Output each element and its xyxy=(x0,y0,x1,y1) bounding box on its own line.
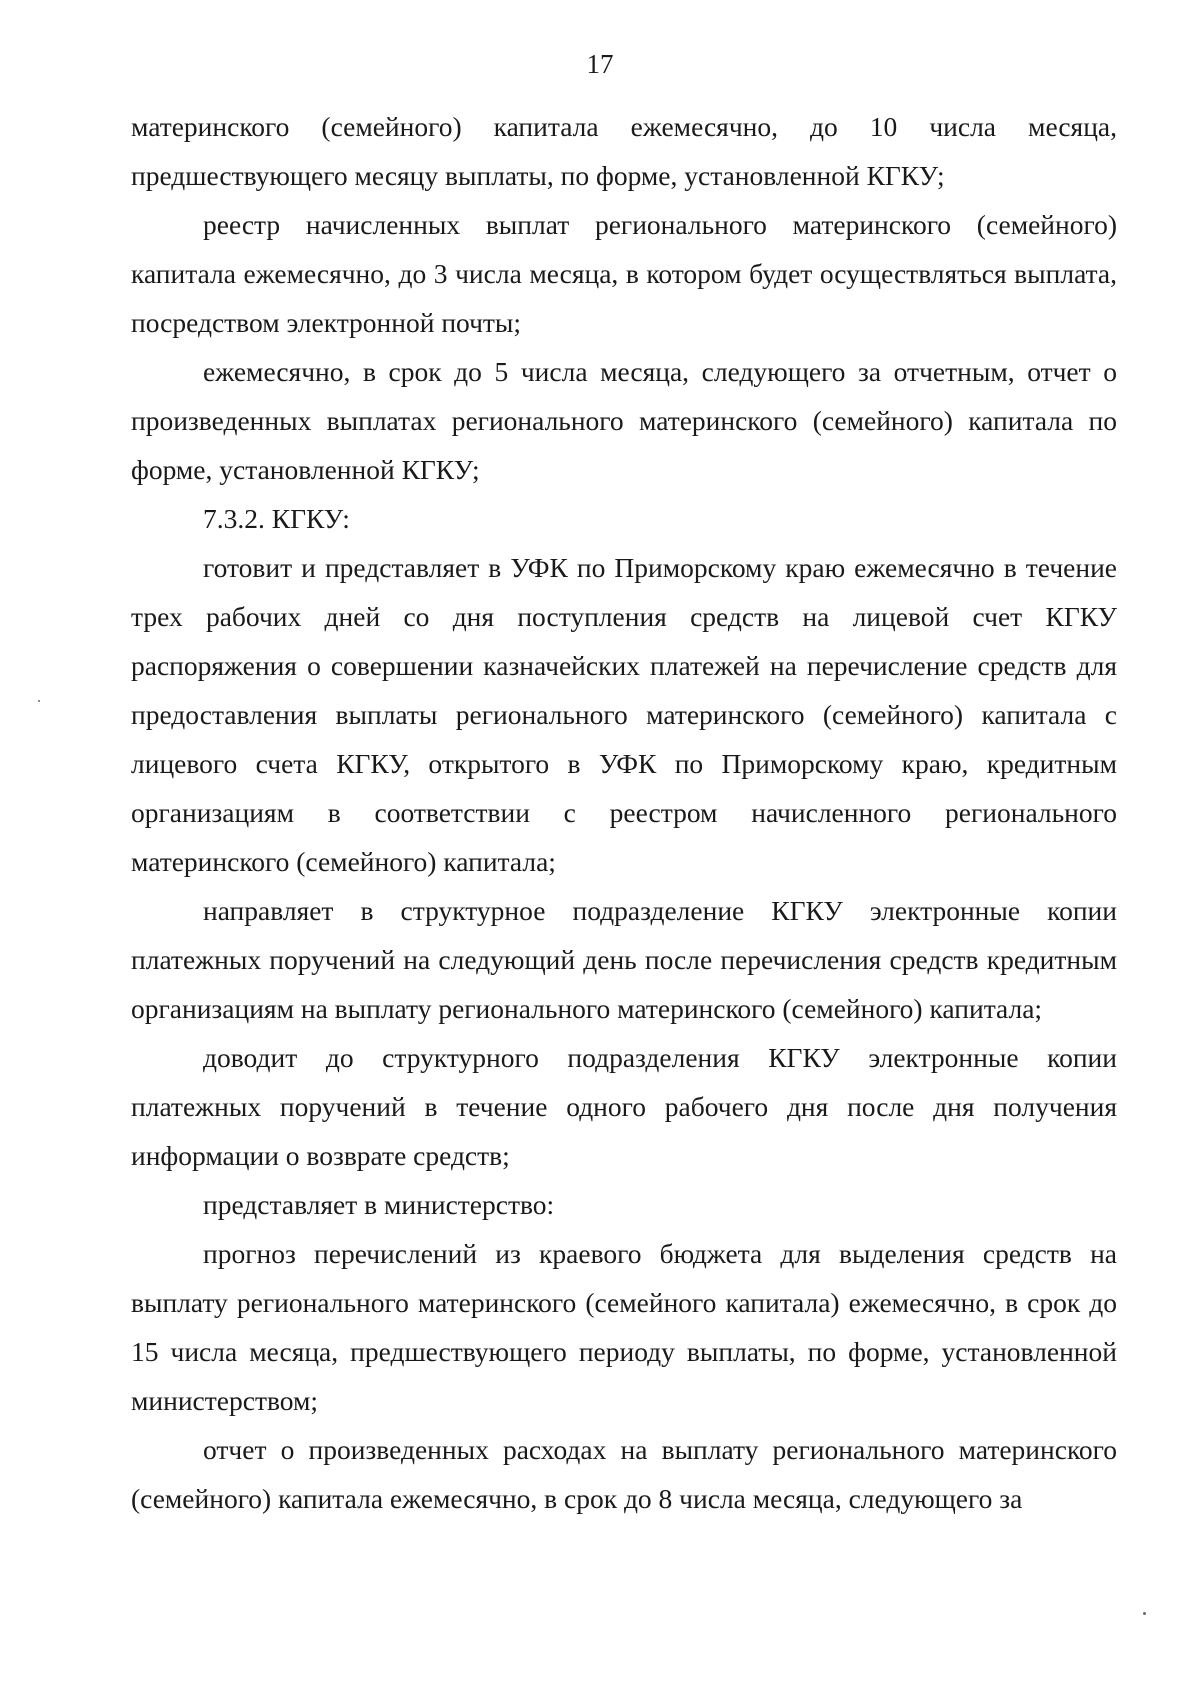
paragraph-sends-copies: направляет в структурное подразделение КГКУ электронные копии платежных поручений на следующий день после перечисления средств кредитным организациям на выплату регионального материнского (семейного) капитала; xyxy=(131,895,1117,1024)
scan-speck xyxy=(1143,1612,1146,1615)
paragraph-submits-to-ministry: представляет в министерство: xyxy=(203,1189,555,1220)
scan-speck xyxy=(38,700,40,702)
page-number: 17 xyxy=(586,49,614,79)
paragraph-returns-info: доводит до структурного подразделения КГКУ электронные копии платежных поручений в течение одного рабочего дня после дня получения информации о возврате средств; xyxy=(131,1042,1117,1171)
paragraph-registry: реестр начисленных выплат регионального материнского (семейного) капитала ежемесячно, до 3 числа месяца, в котором будет осуществляться выплата, посредством электронной почты; xyxy=(131,209,1117,338)
paragraph-expense-report: отчет о произведенных расходах на выплату регионального материнского (семейного) капитала ежемесячно, в срок до 8 числа месяца, следующего за xyxy=(131,1434,1117,1514)
paragraph-forecast: прогноз перечислений из краевого бюджета для выделения средств на выплату регионального материнского (семейного капитала) ежемесячно, в срок до 15 числа месяца, предшествующего периоду выплаты, по форме, установленной министерством; xyxy=(131,1238,1117,1416)
document-body xyxy=(131,102,1117,1523)
paragraph-monthly-report: ежемесячно, в срок до 5 числа месяца, следующего за отчетным, отчет о произведенных выплатах регионального материнского (семейного) капитала по форме, установленной КГКУ; xyxy=(131,356,1117,485)
paragraph-prepares-orders: готовит и представляет в УФК по Приморскому краю ежемесячно в течение трех рабочих дней со дня поступления средств на лицевой счет КГКУ распоряжения о совершении казначейских платежей на перечисление средств для предоставления выплаты регионального материнского (семейного) капитала с лицевого счета КГКУ, открытого в УФК по Приморскому краю, кредитным организациям в соответствии с реестром начисленного регионального материнского (семейного) капитала; xyxy=(131,552,1117,877)
paragraph-continuation: материнского (семейного) капитала ежемесячно, до 10 числа месяца, предшествующего месяцу выплаты, по форме, установленной КГКУ; xyxy=(131,111,1117,191)
section-heading-7-3-2: 7.3.2. КГКУ: xyxy=(203,503,350,534)
